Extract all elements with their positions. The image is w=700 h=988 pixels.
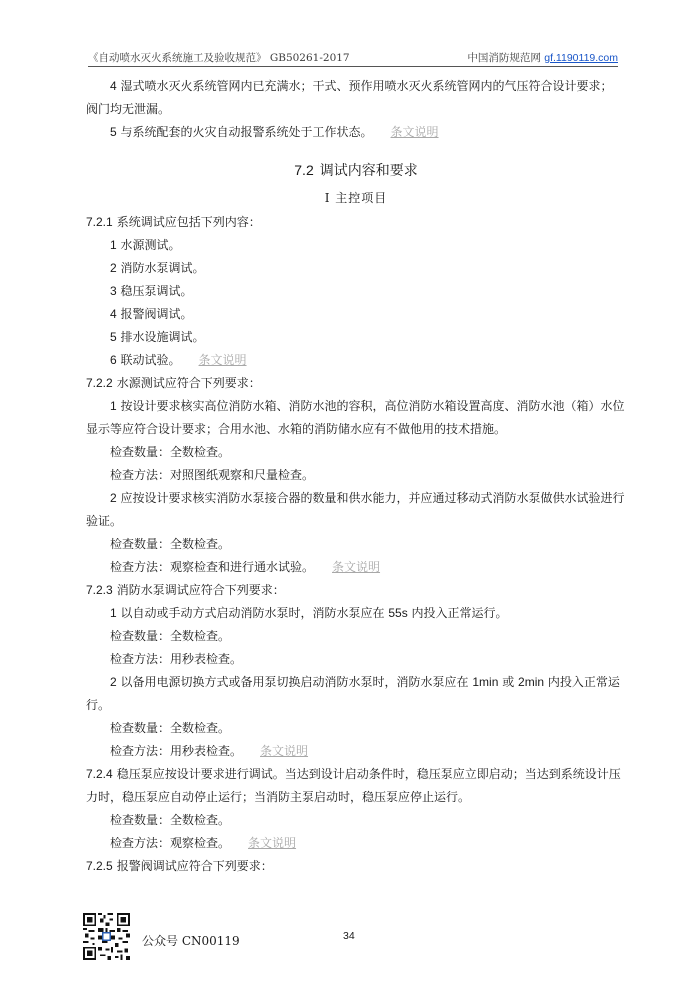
qr-code-icon — [83, 913, 130, 960]
list-item — [86, 326, 626, 349]
clause-7-2-3 — [86, 579, 626, 602]
clause-note-link[interactable]: 条文说明 — [260, 744, 309, 758]
intro-item-4-cont: 阀门均无泄漏。 — [86, 102, 171, 116]
item-number: 2 — [110, 491, 117, 505]
list-item — [86, 280, 626, 303]
section-title-text: 调试内容和要求 — [319, 163, 418, 179]
clause-text: 消防水泵调试应符合下列要求： — [116, 583, 285, 597]
header-site-link[interactable]: gf.1190119.com — [544, 52, 618, 64]
item-text: 报警阀调试。 — [120, 307, 193, 321]
check-method-text: 检查方法：观察检查。 — [110, 836, 231, 850]
item-number: 4 — [110, 307, 117, 321]
check-quantity: 检查数量：全数检查。 — [110, 721, 231, 735]
check-method — [86, 832, 626, 855]
time-value: 1min — [472, 675, 499, 689]
item-text: 内投入正常运行。 — [86, 675, 620, 712]
check-quantity: 检查数量：全数检查。 — [110, 813, 231, 827]
time-value: 55s — [388, 606, 408, 620]
item-text: 以自动或手动方式启动消防水泵时，消防水泵应在 — [120, 606, 385, 620]
intro-item-5 — [86, 121, 626, 144]
list-item — [86, 234, 626, 257]
check-quantity: 检查数量：全数检查。 — [110, 537, 231, 551]
item-text: 内投入正常运行。 — [411, 606, 508, 620]
clause-note-link[interactable]: 条文说明 — [248, 836, 297, 850]
item-text: 以备用电源切换方式或备用泵切换启动消防水泵时，消防水泵应在 — [120, 675, 469, 689]
clause-text: 水源测试应符合下列要求： — [116, 376, 261, 390]
section-title — [86, 156, 626, 185]
item-text: 按设计要求核实高位消防水箱、消防水池的容积，高位消防水箱设置高度、消防水池（箱）水位显示等应符合设计要求；合用水池、水箱的消防储水应有不做他用的技术措施。 — [86, 399, 625, 436]
item-text: 湿式喷水灭火系统管网内已充满水；干式、预作用喷水灭火系统管网内的气压符合设计要求； — [120, 79, 613, 93]
clause-number: 7.2.4 — [86, 767, 113, 781]
item-number: 6 — [110, 353, 117, 367]
item-text: 稳压泵调试。 — [120, 284, 193, 298]
list-item — [86, 602, 626, 625]
clause-note-link[interactable]: 条文说明 — [332, 560, 381, 574]
item-text: 或 — [502, 675, 515, 689]
clause-7-2-5 — [86, 855, 626, 878]
clause-text: 报警阀调试应符合下列要求： — [116, 859, 273, 873]
footer-account: 公众号 CN00119 — [142, 934, 240, 948]
section-number: 7.2 — [294, 162, 314, 178]
intro-item-4 — [86, 75, 626, 98]
item-text: 联动试验。 — [120, 353, 181, 367]
document-body — [86, 75, 626, 878]
list-item — [86, 303, 626, 326]
item-text: 与系统配套的火灾自动报警系统处于工作状态。 — [120, 125, 373, 139]
item-text: 应按设计要求核实消防水泵接合器的数量和供水能力，并应通过移动式消防水泵做供水试验进行验证。 — [86, 491, 625, 528]
check-quantity: 检查数量：全数检查。 — [110, 445, 231, 459]
clause-7-2-2 — [86, 372, 626, 395]
item-number: 5 — [110, 330, 117, 344]
item-text: 排水设施调试。 — [120, 330, 205, 344]
item-number: 5 — [110, 125, 117, 139]
item-number: 1 — [110, 238, 117, 252]
page-number: 34 — [343, 930, 355, 942]
item-number: 1 — [110, 399, 117, 413]
clause-number: 7.2.1 — [86, 215, 113, 229]
list-item — [86, 349, 626, 372]
check-method: 检查方法：对照图纸观察和尺量检查。 — [110, 468, 315, 482]
header-title: 《自动喷水灭火系统施工及验收规范》 GB50261-2017 — [88, 52, 350, 64]
header-site-name: 中国消防规范网 — [467, 52, 541, 64]
check-method — [86, 740, 626, 763]
header-site — [467, 50, 618, 65]
list-item — [86, 395, 626, 441]
list-item — [86, 257, 626, 280]
list-item — [86, 487, 626, 533]
clause-text: 稳压泵应按设计要求进行调试。当达到设计启动条件时，稳压泵应立即启动；当达到系统设计压力时，稳压泵应自动停止运行；当消防主泵启动时，稳压泵应停止运行。 — [86, 767, 621, 804]
item-text: 水源测试。 — [120, 238, 181, 252]
item-number: 2 — [110, 261, 117, 275]
page-header — [88, 50, 618, 67]
clause-number: 7.2.2 — [86, 376, 113, 390]
item-number: 1 — [110, 606, 117, 620]
check-method — [86, 556, 626, 579]
clause-note-link[interactable]: 条文说明 — [198, 353, 247, 367]
clause-note-link[interactable]: 条文说明 — [390, 125, 439, 139]
clause-7-2-1 — [86, 211, 626, 234]
list-item — [86, 671, 626, 717]
item-number: 3 — [110, 284, 117, 298]
clause-number: 7.2.3 — [86, 583, 113, 597]
item-number: 2 — [110, 675, 117, 689]
clause-7-2-4 — [86, 763, 626, 809]
check-method-text: 检查方法：用秒表检查。 — [110, 744, 243, 758]
check-quantity: 检查数量：全数检查。 — [110, 629, 231, 643]
check-method-text: 检查方法：观察检查和进行通水试验。 — [110, 560, 315, 574]
clause-text: 系统调试应包括下列内容： — [116, 215, 261, 229]
clause-number: 7.2.5 — [86, 859, 113, 873]
time-value: 2min — [518, 675, 545, 689]
check-method: 检查方法：用秒表检查。 — [110, 652, 243, 666]
subsection-title: Ⅰ 主控项目 — [324, 191, 388, 205]
item-number: 4 — [110, 79, 117, 93]
item-text: 消防水泵调试。 — [120, 261, 205, 275]
